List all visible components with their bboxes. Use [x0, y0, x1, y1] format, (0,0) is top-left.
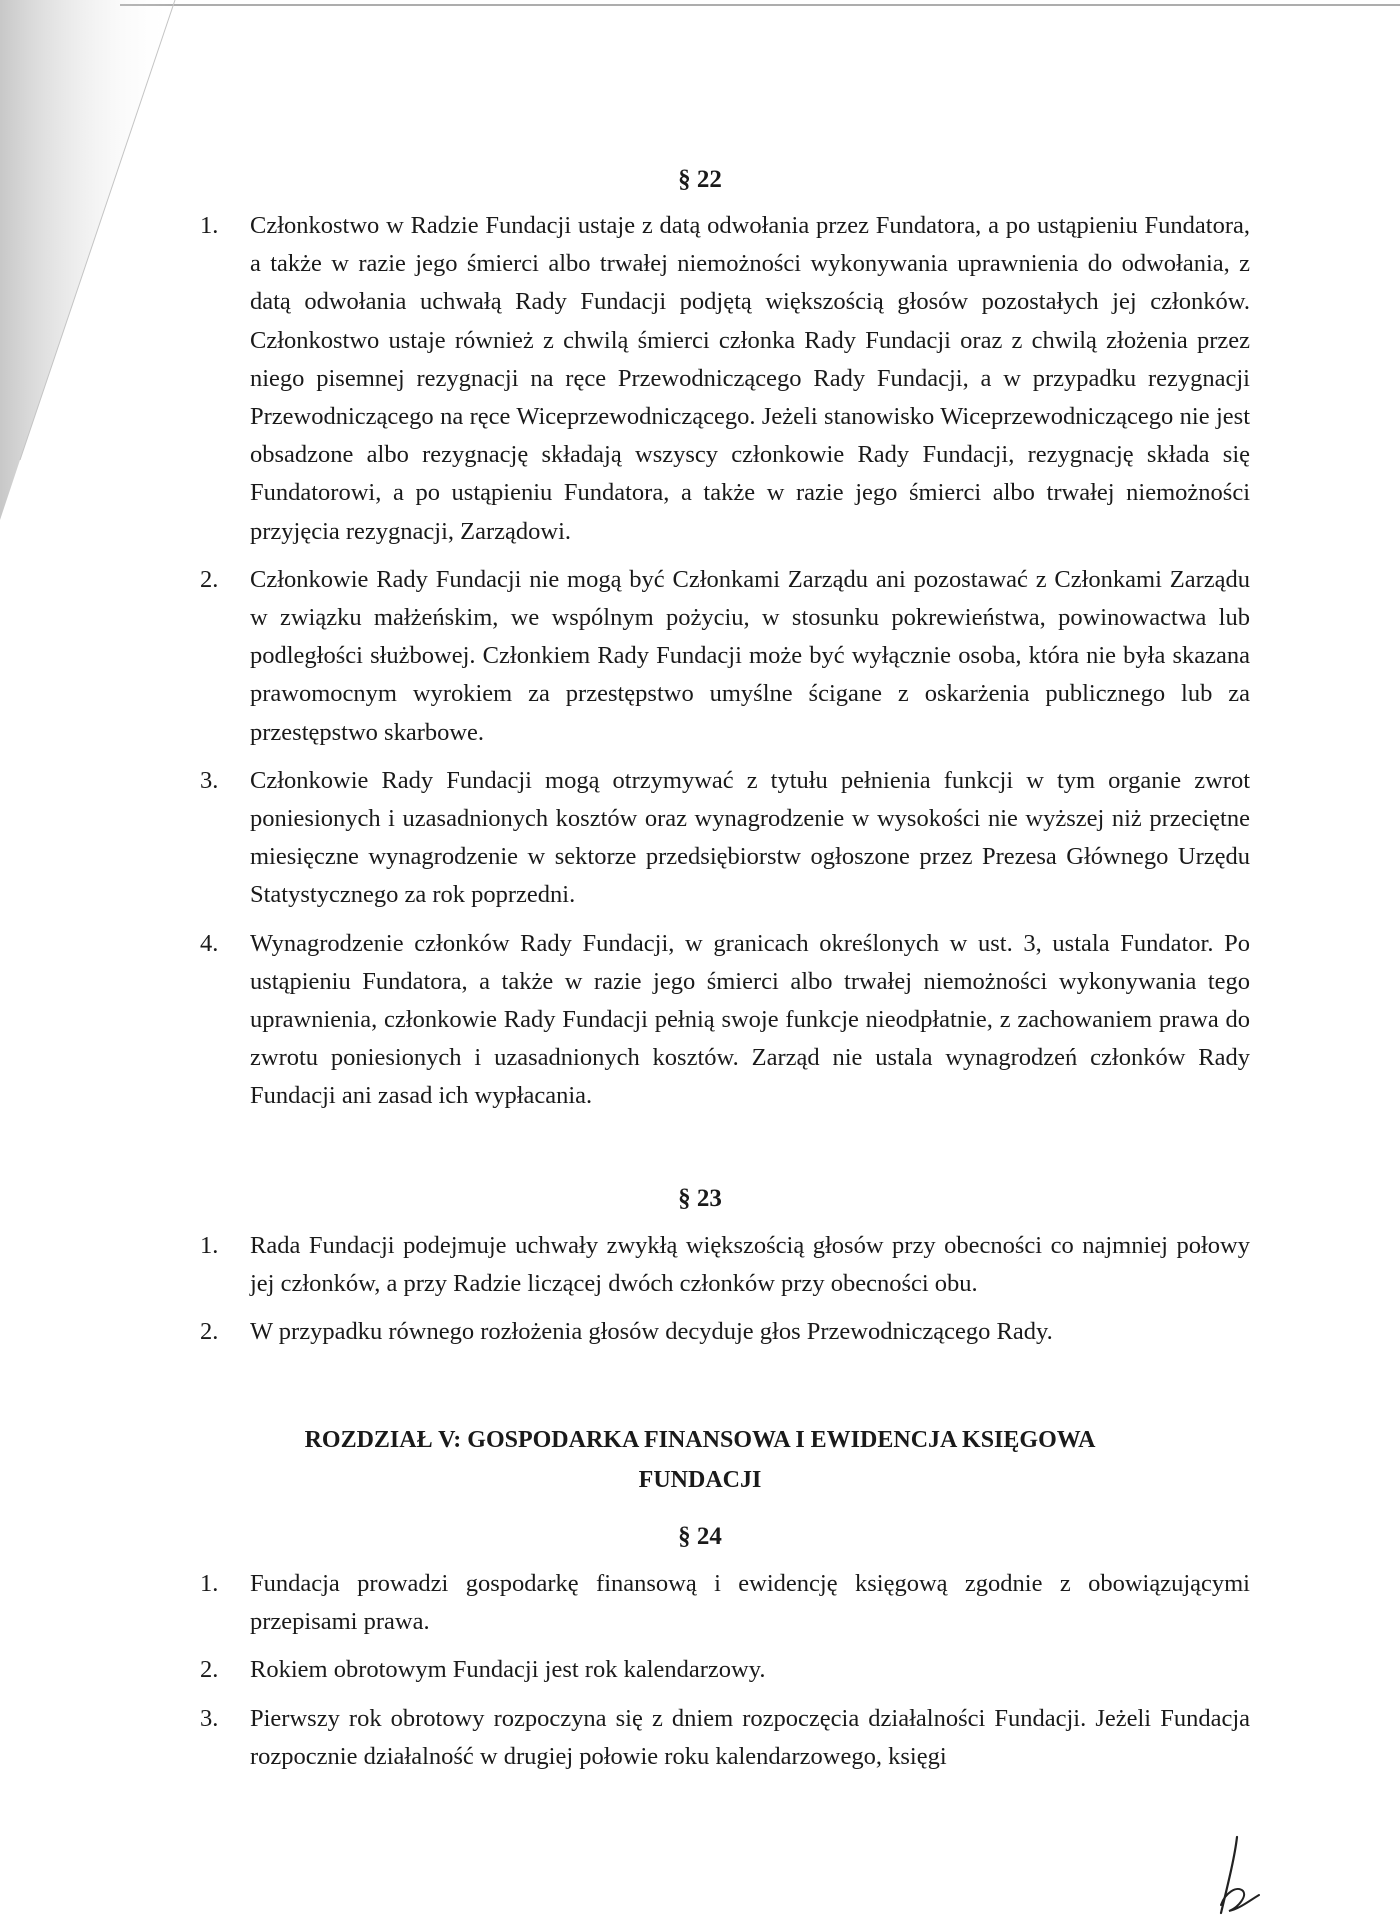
handwritten-initials	[1195, 1835, 1275, 1915]
item-text: Wynagrodzenie członków Rady Fundacji, w granicach określonych w ust. 3, ustala Fundator. Po ustąpieniu Fundatora, a także w razie jego śmierci albo trwałej niemożności wykonywania tego uprawnienia, członkowie Rady Fundacji pełnią swoje funkcje nieodpłatnie, z zachowaniem prawa do zwrotu poniesionych i uzasadnionych kosztów. Zarząd nie ustala wynagrodzeń członków Rady Fundacji ani zasad ich wypłacania.	[250, 929, 1250, 1110]
section-heading-23: § 23	[678, 1185, 722, 1212]
item-number: 1.	[200, 1570, 219, 1597]
item-text: Rokiem obrotowym Fundacji jest rok kalendarzowy.	[250, 1656, 766, 1684]
section-heading-24: § 24	[678, 1523, 722, 1550]
scan-edge-shadow	[0, 0, 210, 520]
list-item	[200, 1227, 1250, 1303]
item-text: W przypadku równego rozłożenia głosów decyduje głos Przewodniczącego Rady.	[250, 1318, 1053, 1346]
scan-edge-line	[120, 4, 1400, 6]
item-text: Pierwszy rok obrotowy rozpoczyna się z dniem rozpoczęcia działalności Fundacji. Jeżeli Fundacja rozpocznie działalność w drugiej połowie roku kalendarzowego, księgi	[250, 1704, 1250, 1770]
section-heading-22: § 22	[678, 166, 722, 193]
list-item	[200, 1700, 1250, 1776]
chapter-title-block	[0, 1420, 1250, 1500]
section-23-list	[200, 1227, 1250, 1362]
item-text: Fundacja prowadzi gospodarkę finansową i ewidencję księgową zgodnie z obowiązującymi przepisami prawa.	[250, 1570, 1250, 1636]
list-item	[200, 925, 1250, 1116]
list-item	[200, 561, 1250, 752]
list-item	[200, 207, 1250, 551]
chapter-title-line-1: ROZDZIAŁ V: GOSPODARKA FINANSOWA I EWIDENCJA KSIĘGOWA	[304, 1427, 1096, 1453]
list-item	[200, 762, 1250, 915]
item-number: 4.	[200, 929, 219, 957]
item-text: Członkowie Rady Fundacji nie mogą być Członkami Zarządu ani pozostawać z Członkami Zarządu w związku małżeńskim, we wspólnym pożyciu, w stosunku pokrewieństwa, powinowactwa lub podległości służbowej. Członkiem Rady Fundacji może być wyłącznie osoba, która nie była skazana prawomocnym wyrokiem za przestępstwo umyślne ścigane z oskarżenia publicznego lub za przestępstwo skarbowe.	[250, 565, 1250, 746]
item-number: 3.	[200, 1704, 219, 1732]
item-text: Członkowie Rady Fundacji mogą otrzymywać z tytułu pełnienia funkcji w tym organie zwrot poniesionych i uzasadnionych kosztów oraz wynagrodzenie w wysokości nie wyższej niż przeciętne miesięczne wynagrodzenie w sektorze przedsiębiorstw ogłoszone przez Prezesa Głównego Urzędu Statystycznego za rok poprzedni.	[250, 766, 1250, 909]
list-item	[200, 1651, 1250, 1689]
chapter-title-line-2: FUNDACJI	[638, 1467, 762, 1493]
item-number: 2.	[200, 565, 219, 593]
item-number: 3.	[200, 766, 219, 794]
section-22-list	[200, 207, 1250, 1126]
item-number: 2.	[200, 1656, 219, 1684]
item-number: 2.	[200, 1318, 219, 1346]
list-item	[200, 1565, 1250, 1641]
list-item	[200, 1313, 1250, 1351]
section-24-list	[200, 1565, 1250, 1786]
item-number: 1.	[200, 212, 219, 239]
item-text: Rada Fundacji podejmuje uchwały zwykłą większością głosów przy obecności co najmniej połowy jej członków, a przy Radzie liczącej dwóch członków przy obecności obu.	[250, 1232, 1250, 1298]
item-text: Członkostwo w Radzie Fundacji ustaje z datą odwołania przez Fundatora, a po ustąpieniu Fundatora, a także w razie jego śmierci albo trwałej niemożności wykonywania uprawnienia do odwołania, z datą odwołania uchwałą Rady Fundacji podjętą większością głosów pozostałych jej członków. Członkostwo ustaje również z chwilą śmierci członka Rady Fundacji oraz z chwilą złożenia przez niego pisemnej rezygnacji na ręce Przewodniczącego Rady Fundacji, a w przypadku rezygnacji Przewodniczącego na ręce Wiceprzewodniczącego. Jeżeli stanowisko Wiceprzewodniczącego nie jest obsadzone albo rezygnację składają wszyscy członkowie Rady Fundacji, rezygnację składa się Fundatorowi, a po ustąpieniu Fundatora, a także w razie jego śmierci albo trwałej niemożności przyjęcia rezygnacji, Zarządowi.	[250, 212, 1250, 545]
item-number: 1.	[200, 1232, 219, 1259]
